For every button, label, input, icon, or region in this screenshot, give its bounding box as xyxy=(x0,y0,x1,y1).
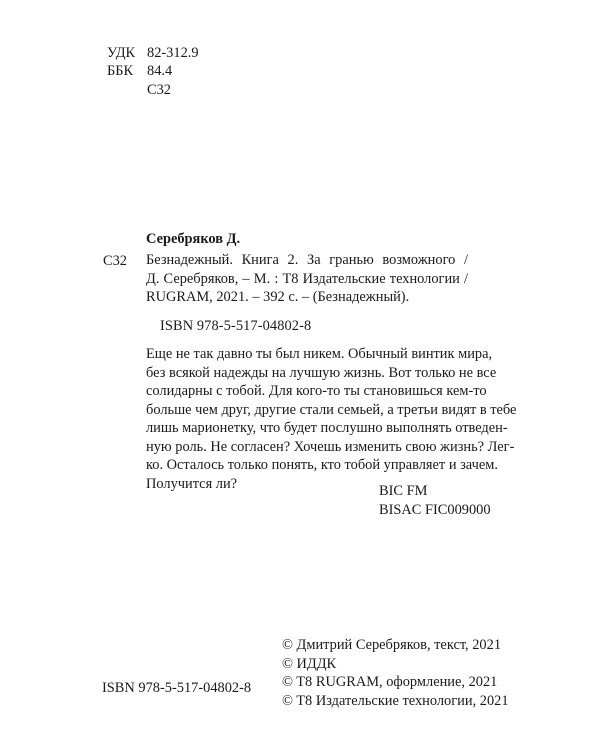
author-heading: Серебряков Д. xyxy=(146,231,241,247)
annotation-line: Еще не так давно ты был никем. Обычный винтик мира, xyxy=(146,346,493,362)
copyright-line: © T8 Издательские технологии, 2021 xyxy=(282,692,509,709)
author-mark: С32 xyxy=(103,253,127,269)
bbk-value: 84.4 xyxy=(147,63,173,79)
bic-code: BIC FM xyxy=(379,483,428,499)
author-mark-top: С32 xyxy=(147,82,171,98)
copyright-line: © Дмитрий Серебряков, текст, 2021 xyxy=(282,637,502,653)
udk-value: 82-312.9 xyxy=(147,45,199,61)
annotation-line: ко. Осталось только понять, кто тобой управляет и зачем. xyxy=(146,457,498,473)
copyright-block xyxy=(282,636,509,710)
annotation-line: лишь марионетку, что будет послушно выполнять отведен- xyxy=(146,420,508,436)
bib-line: RUGRAM, 2021. – 392 с. – (Безнадежный). xyxy=(146,289,410,305)
annotation-line: без всякой надежды на лучшую жизнь. Вот только не все xyxy=(146,364,497,381)
annotation-line: ную роль. Не согласен? Хочешь изменить свою жизнь? Лег- xyxy=(146,438,515,455)
bisac-code: BISAC FIC009000 xyxy=(379,501,491,518)
annotation-line: солидарны с тобой. Для кого-то ты становишься кем-то xyxy=(146,383,487,399)
subject-codes xyxy=(379,482,491,519)
copyright-line: © T8 RUGRAM, оформление, 2021 xyxy=(282,674,498,690)
bib-line: Безнадежный. Книга 2. За гранью возможного / xyxy=(146,252,468,268)
annotation xyxy=(146,345,517,493)
bbk-label: ББК xyxy=(107,63,134,79)
bibliographic-description xyxy=(146,251,468,307)
bib-line: Д. Серебряков, – М. : T8 Издательские технологии / xyxy=(146,270,468,287)
copyright-line: © ИДДК xyxy=(282,655,337,672)
isbn-footer: ISBN 978-5-517-04802-8 xyxy=(102,680,252,696)
annotation-line: больше чем друг, другие стали семьей, а третьи видят в тебе xyxy=(146,401,517,418)
isbn: ISBN 978-5-517-04802-8 xyxy=(160,318,312,334)
annotation-line: Получится ли? xyxy=(146,475,238,492)
udk-label: УДК xyxy=(107,45,136,61)
